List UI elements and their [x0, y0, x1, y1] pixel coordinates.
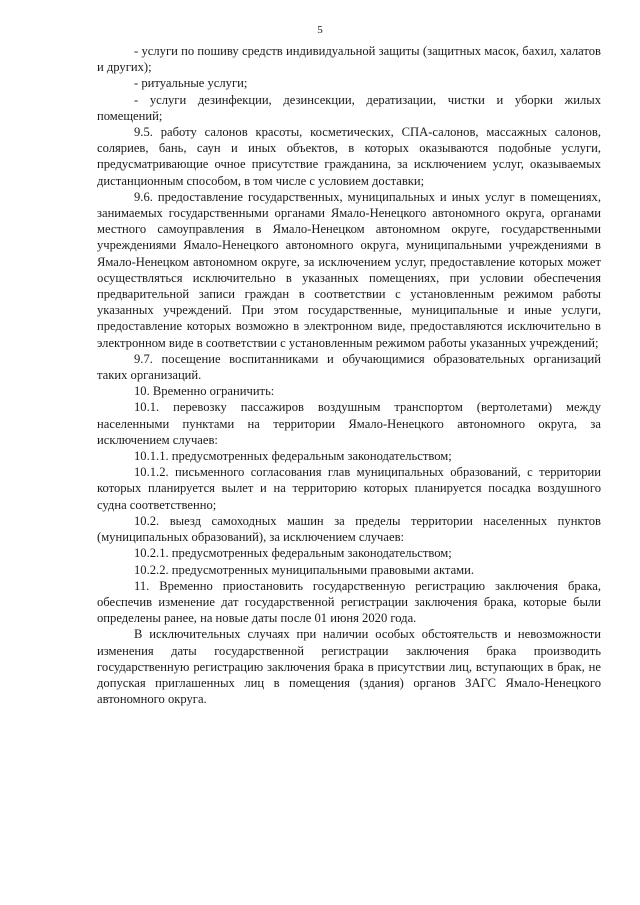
clause-10-2-2: 10.2.2. предусмотренных муниципальными правовыми актами.: [134, 562, 475, 577]
clause-9-7: 9.7. посещение воспитанниками и обучающимися образовательных организаций таких организаций.: [97, 351, 601, 383]
clause-9-6: 9.6. предоставление государственных, муниципальных и иных услуг в помещениях, занимаемых государственными органами Ямало-Ненецкого автономного округа, органами местного самоуправления в Ямало-Ненецком автономном округе, государственными учреждениями Ямало-Ненецкого автономного округа, муниципальными учреждениями в Ямало-Ненецком автономном округе, за исключением услуг, предоставление которых может осуществляться исключительно в указанных помещениях, при условии обеспечения предварительной записи граждан в соответствии с установленным режимом работы указанных учреждений. При этом государственные, муниципальные и иные услуги, предоставление которых возможно в электронном виде, предоставляются исключительно в электронном виде в соответствии с установленным режимом работы указанных учреждений;: [97, 189, 601, 350]
clause-10-1-2: 10.1.2. письменного согласования глав муниципальных образований, с территории которых планируется вылет и на территорию которых планируется посадка воздушного судна соответственно;: [97, 465, 601, 512]
list-item-ppe-tailoring: - услуги по пошиву средств индивидуальной защиты (защитных масок, бахил, халатов и других);: [97, 44, 601, 75]
clause-10-2: 10.2. выезд самоходных машин за пределы территории населенных пунктов (муниципальных образований), за исключением случаев:: [97, 513, 601, 545]
clause-10-2-1: 10.2.1. предусмотренных федеральным законодательством;: [134, 546, 452, 561]
clause-11-exception: В исключительных случаях при наличии особых обстоятельств и невозможности изменения даты государственной регистрации заключения брака производить государственную регистрацию заключения брака в присутствии лиц, вступающих в брак, не допуская приглашенных лиц в помещения (здания) органов ЗАГС Ямало-Ненецкого автономного округа.: [97, 627, 601, 707]
clause-10: 10. Временно ограничить:: [134, 384, 275, 399]
list-item-ritual-services: - ритуальные услуги;: [134, 76, 248, 91]
clause-10-1-1: 10.1.1. предусмотренных федеральным законодательством;: [134, 449, 452, 464]
page-number: 5: [317, 24, 323, 36]
clause-11: 11. Временно приостановить государственную регистрацию заключения брака, обеспечив изменение дат государственной регистрации заключения брака, которые были определены ранее, на новые даты после 01 июня 2020 года.: [97, 578, 601, 626]
list-item-disinfection-services: - услуги дезинфекции, дезинсекции, дератизации, чистки и уборки жилых помещений;: [97, 92, 601, 123]
document-body: [97, 43, 601, 707]
clause-10-1: 10.1. перевозку пассажиров воздушным транспортом (вертолетами) между населенными пунктами на территории Ямало-Ненецкого автономного округа, за исключением случаев:: [97, 400, 601, 447]
clause-9-5: 9.5. работу салонов красоты, косметических, СПА-салонов, массажных салонов, соляриев, бань, саун и иных объектов, в которых оказываются подобные услуги, предусматривающие очное присутствие гражданина, за исключением услуг, оказываемых дистанционным способом, в том числе с условием доставки;: [97, 125, 601, 188]
